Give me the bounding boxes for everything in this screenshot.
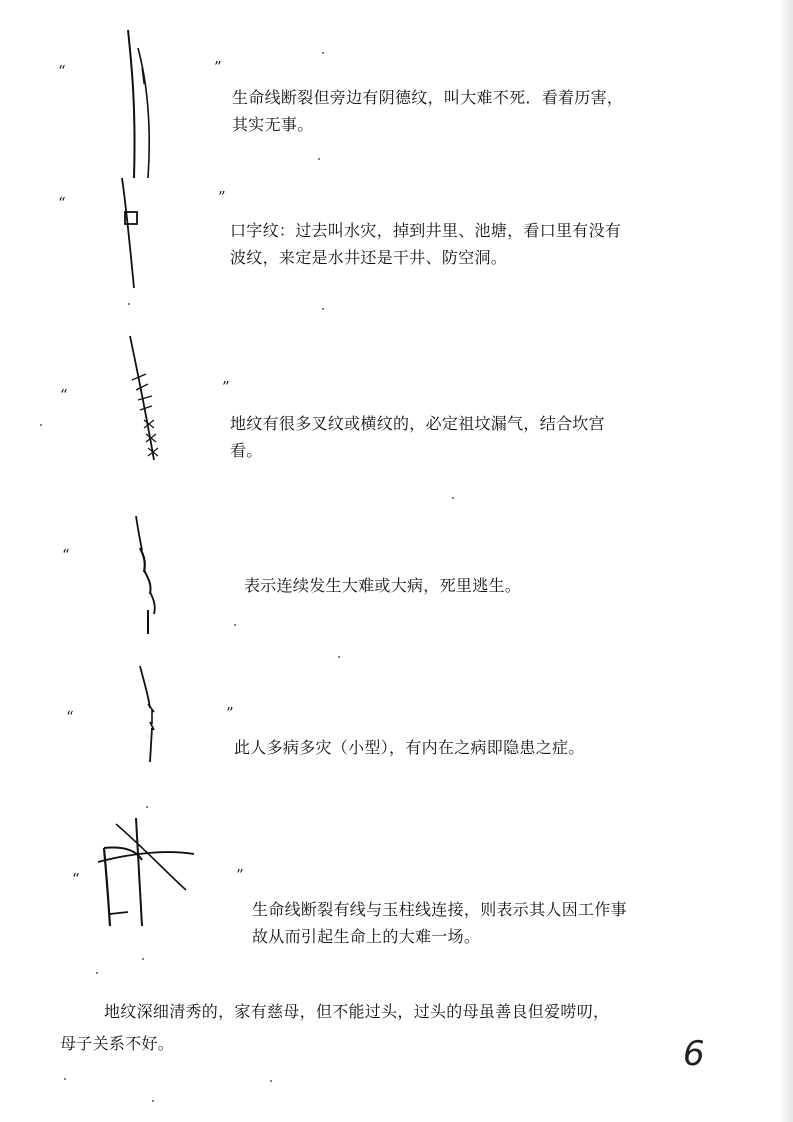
entry-3-line-1: 地纹有很多叉纹或横纹的，必定祖坟漏气，结合坎宫 [230,414,605,433]
scan-speck [142,958,144,960]
entry-1-line-1: 生命线断裂但旁边有阴德纹，叫大难不死．看着历害， [232,88,624,107]
page-edge-shadow [779,0,793,1122]
entry-2-line-2: 波纹，来定是水井还是干井、防空洞。 [230,248,508,267]
sketch-5 [134,664,174,768]
closing-paragraph-line-1: 地纹深细清秀的，家有慈母，但不能过头，过头的母虽善良但爱唠叨， [104,1002,610,1021]
entry-6-line-1: 生命线断裂有线与玉柱线连接，则表示其人因工作事 [252,900,627,919]
palm-line-joined-jade-pillar-line-icon [96,810,206,934]
close-quote-1: ” [214,58,222,76]
palm-line-broken-with-shadow-line-icon [118,28,168,188]
open-quote-6: “ [72,870,80,888]
entry-2-line-1: 口字纹：过去叫水灾，掉到井里、池塘，看口里有没有 [230,221,622,240]
entry-3-line-2: 看。 [230,441,263,460]
close-quote-2: ” [218,188,226,206]
closing-paragraph-line-2: 母子关系不好。 [60,1034,175,1053]
scan-speck [270,1080,272,1082]
sketch-1 [118,28,168,188]
open-quote-2: “ [58,194,66,212]
scan-speck [64,1078,66,1080]
palm-line-square-mark-icon [112,176,162,296]
page-number: 6 [683,1034,705,1074]
open-quote-3: “ [60,386,68,404]
scan-speck [146,806,148,808]
scan-speck [322,52,324,54]
sketch-4 [128,514,172,638]
scan-speck [234,624,236,626]
entry-5-line-1: 此人多病多灾（小型），有内在之病即隐患之症。 [234,738,585,757]
closing-paragraph [60,996,740,1060]
scan-speck [318,158,320,160]
scan-speck [338,656,340,658]
open-quote-1: “ [58,62,66,80]
scan-speck [452,497,454,499]
sketch-6 [96,810,206,934]
palm-line-small-breaks-icon [134,664,174,768]
palm-line-chained-breaks-icon [128,514,172,638]
scan-speck [128,303,130,305]
entry-1-line-2: 其实无事。 [232,115,314,134]
scan-speck [152,1100,154,1102]
close-quote-3: ” [222,378,230,396]
scan-speck [322,308,324,310]
entry-6-line-2: 故从而引起生命上的大难一场。 [252,927,481,946]
entry-4-line-1: 表示连续发生大难或大病，死里逃生。 [244,576,522,595]
close-quote-5: ” [226,704,234,722]
open-quote-5: “ [66,708,74,726]
scan-speck [40,424,42,426]
sketch-3 [126,334,176,466]
sketch-2 [112,176,162,296]
close-quote-6: ” [236,866,244,884]
palm-line-cross-marks-icon [126,334,176,466]
scan-speck [96,972,98,974]
open-quote-4: “ [62,546,70,564]
